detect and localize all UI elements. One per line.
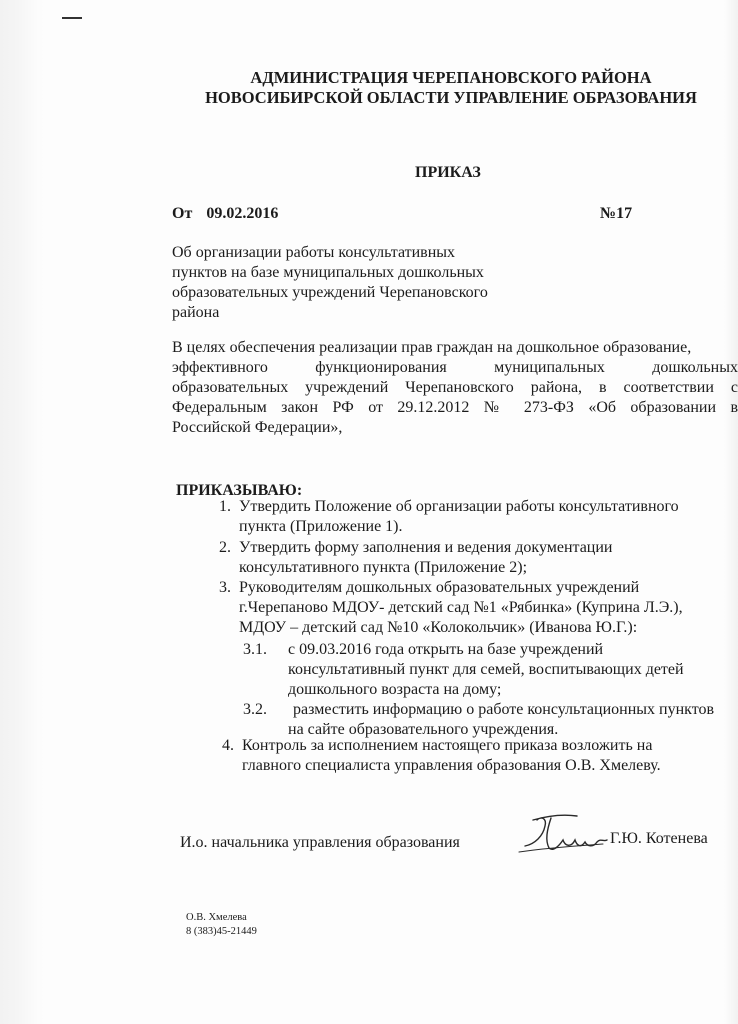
subject-line: района: [172, 304, 220, 321]
list-item: [219, 497, 679, 537]
header-line-2: НОВОСИБИРСКОЙ ОБЛАСТИ УПРАВЛЕНИЕ ОБРАЗОВАНИЯ: [205, 88, 697, 107]
scan-edge-shadow: [0, 0, 44, 1024]
item-number: 4.: [222, 737, 234, 754]
item-number: 3.2.: [243, 701, 267, 718]
preamble: [172, 338, 738, 438]
subject-line: пунктов на базе муниципальных дошкольных: [172, 264, 484, 281]
executor-info: [186, 911, 257, 939]
item-text: консультативного пункта (Приложение 2);: [239, 559, 528, 576]
item-text: Утвердить форму заполнения и ведения документации: [239, 539, 613, 556]
subject-line: образовательных учреждений Черепановского: [172, 284, 488, 301]
list-subitem: [243, 640, 684, 700]
command-word: ПРИКАЗЫВАЮ:: [176, 482, 303, 499]
list-item: [222, 736, 661, 776]
signatory-role: И.о. начальника управления образования: [180, 834, 460, 851]
date-value: 09.02.2016: [206, 205, 279, 222]
handwritten-signature: [515, 806, 610, 858]
item-text: МДОУ – детский сад №10 «Колокольчик» (Иванова Ю.Г.):: [239, 619, 638, 636]
item-text: Утвердить Положение об организации работы консультативного: [239, 498, 679, 515]
list-item: [219, 578, 683, 638]
item-text: пункта (Приложение 1).: [239, 518, 403, 535]
executor-phone: 8 (383)45-21449: [186, 926, 257, 937]
item-text: на сайте образовательного учреждения.: [288, 721, 559, 738]
order-date: [172, 205, 278, 223]
item-text: дошкольного возраста на дому;: [288, 681, 502, 698]
scan-mark: [62, 17, 82, 19]
scan-edge-shadow-right: [724, 0, 738, 1024]
item-text: с 09.03.2016 года открыть на базе учреждений: [288, 641, 604, 658]
item-text: г.Черепаново МДОУ- детский сад №1 «Рябинка» (Куприна Л.Э.),: [239, 599, 683, 616]
order-number: №17: [600, 205, 633, 222]
item-text: разместить информацию о работе консультационных пунктов: [293, 701, 715, 718]
list-subitem: [243, 700, 714, 740]
preamble-line: Федеральным закон РФ от 29.12.2012 № 273-ФЗ «Об образовании в: [172, 399, 738, 416]
item-number: 3.: [219, 579, 231, 596]
item-text: Контроль за исполнением настоящего приказа возложить на: [242, 737, 653, 754]
order-title: ПРИКАЗ: [415, 164, 481, 181]
header-line-1: АДМИНИСТРАЦИЯ ЧЕРЕПАНОВСКОГО РАЙОНА: [250, 68, 652, 87]
preamble-line: образовательных учреждений Черепановского района, в соответствии с: [172, 379, 738, 396]
preamble-line: эффективного функционирования муниципальных дошкольных: [172, 359, 738, 376]
item-text: главного специалиста управления образования О.В. Хмелеву.: [242, 757, 661, 774]
item-text: консультативный пункт для семей, воспитывающих детей: [288, 661, 684, 678]
document-header: [186, 68, 716, 108]
list-item: [219, 538, 613, 578]
order-subject: [172, 243, 488, 323]
item-number: 2.: [219, 539, 231, 556]
preamble-line: В целях обеспечения реализации прав граждан на дошкольное образование,: [172, 339, 692, 356]
signatory-name: Г.Ю. Котенева: [610, 830, 708, 847]
item-text: Руководителям дошкольных образовательных учреждений: [239, 579, 640, 596]
item-number: 3.1.: [243, 641, 267, 658]
item-number: 1.: [219, 498, 231, 515]
executor-name: О.В. Хмелева: [186, 912, 247, 923]
subject-line: Об организации работы консультативных: [172, 244, 456, 261]
preamble-line: Российской Федерации»,: [172, 419, 343, 436]
date-label: От: [172, 205, 193, 222]
